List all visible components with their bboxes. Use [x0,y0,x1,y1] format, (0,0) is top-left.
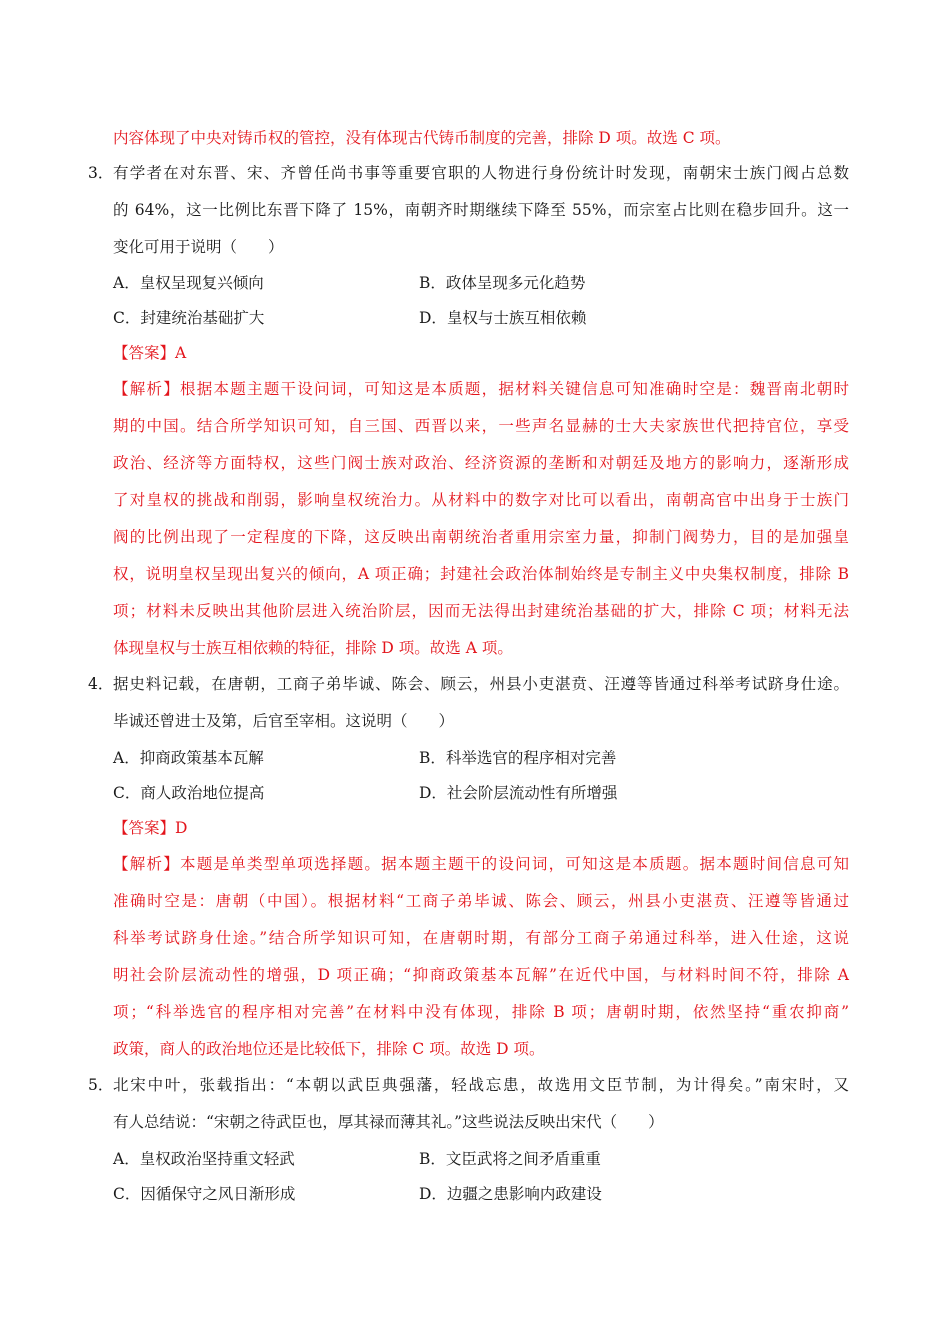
question-stem-line: 有学者在对东晋、宋、齐曾任尚书事等重要官职的人物进行身份统计时发现，南朝宋士族门阀占总数 [113,164,849,182]
analysis-line: 了对皇权的挑战和削弱，影响皇权统治力。从材料中的数字对比可以看出，南朝高官中出身于士族门 [113,491,849,509]
analysis-line: 政治、经济等方面特权，这些门阀士族对政治、经济资源的垄断和对朝廷及地方的影响力，逐渐形成 [113,454,849,472]
analysis-line: 阀的比例出现了一定程度的下降，这反映出南朝统治者重用宗室力量，抑制门阀势力，目的是加强皇 [113,528,849,546]
question-stem-line: 有人总结说：“宋朝之待武臣也，厚其禄而薄其礼。”这些说法反映出宋代（ ） [113,1113,664,1131]
question-stem-line: 的 64%，这一比例比东晋下降了 15%，南朝齐时期继续下降至 55%，而宗室占比则在稳步回升。这一 [113,201,849,219]
option-d: D．边疆之患影响内政建设 [419,1185,602,1203]
analysis-line: 权，说明皇权呈现出复兴的倾向，A 项正确；封建社会政治体制始终是专制主义中央集权制度，排除 B [113,565,849,583]
option-b: B．文臣武将之间矛盾重重 [419,1150,601,1168]
option-b: B．科举选官的程序相对完善 [419,749,617,767]
option-a: A．皇权政治坚持重文轻武 [113,1150,295,1168]
question-number: 5． [88,1076,114,1094]
question-stem-line: 毕诚还曾进士及第，后官至宰相。这说明（ ） [113,712,455,730]
answer-label: 【答案】D [113,819,188,837]
option-b: B．政体呈现多元化趋势 [419,274,586,292]
carryover-text: 内容体现了中央对铸币权的管控，没有体现古代铸币制度的完善，排除 D 项。故选 C 项。 [113,129,731,147]
analysis-line: 明社会阶层流动性的增强，D 项正确；“抑商政策基本瓦解”在近代中国，与材料时间不符，排除 A [113,966,849,984]
option-d: D．皇权与士族互相依赖 [419,309,587,327]
analysis-line: 准确时空是：唐朝（中国）。根据材料“工商子弟毕诚、陈会、顾云，州县小吏湛贲、汪遵等皆通过 [113,892,849,910]
analysis-line: 项；“科举选官的程序相对完善”在材料中没有体现，排除 B 项；唐朝时期，依然坚持“重农抑商” [113,1003,849,1021]
option-d: D．社会阶层流动性有所增强 [419,784,618,802]
question-stem-line: 据史料记载，在唐朝，工商子弟毕诚、陈会、顾云，州县小吏湛贲、汪遵等皆通过科举考试跻身仕途。 [113,675,849,693]
question-stem-line: 变化可用于说明（ ） [113,238,284,256]
analysis-line: 科举考试跻身仕途。”结合所学知识可知，在唐朝时期，有部分工商子弟通过科举，进入仕途，这说 [113,929,849,947]
option-c: C．商人政治地位提高 [113,784,265,802]
analysis-line: 政策，商人的政治地位还是比较低下，排除 C 项。故选 D 项。 [113,1040,545,1058]
question-stem-line: 北宋中叶，张载指出：“本朝以武臣典强藩，轻战忘患，故选用文臣节制，为计得矣。”南宋时，又 [113,1076,849,1094]
question-number: 3． [88,164,114,182]
option-c: C．因循保守之风日渐形成 [113,1185,296,1203]
analysis-line: 【解析】本题是单类型单项选择题。据本题主题干的设问词，可知这是本质题。据本题时间信息可知 [113,855,849,873]
analysis-line: 【解析】根据本题主题干设问词，可知这是本质题，据材料关键信息可知准确时空是：魏晋南北朝时 [113,380,849,398]
analysis-line: 期的中国。结合所学知识可知，自三国、西晋以来，一些声名显赫的士大夫家族世代把持官位，享受 [113,417,849,435]
option-a: A．抑商政策基本瓦解 [113,749,264,767]
answer-label: 【答案】A [113,344,187,362]
analysis-line: 体现皇权与士族互相依赖的特征，排除 D 项。故选 A 项。 [113,639,513,657]
analysis-line: 项；材料未反映出其他阶层进入统治阶层，因而无法得出封建统治基础的扩大，排除 C 项；材料无法 [113,602,849,620]
question-number: 4． [88,675,114,693]
option-a: A．皇权呈现复兴倾向 [113,274,264,292]
option-c: C．封建统治基础扩大 [113,309,265,327]
